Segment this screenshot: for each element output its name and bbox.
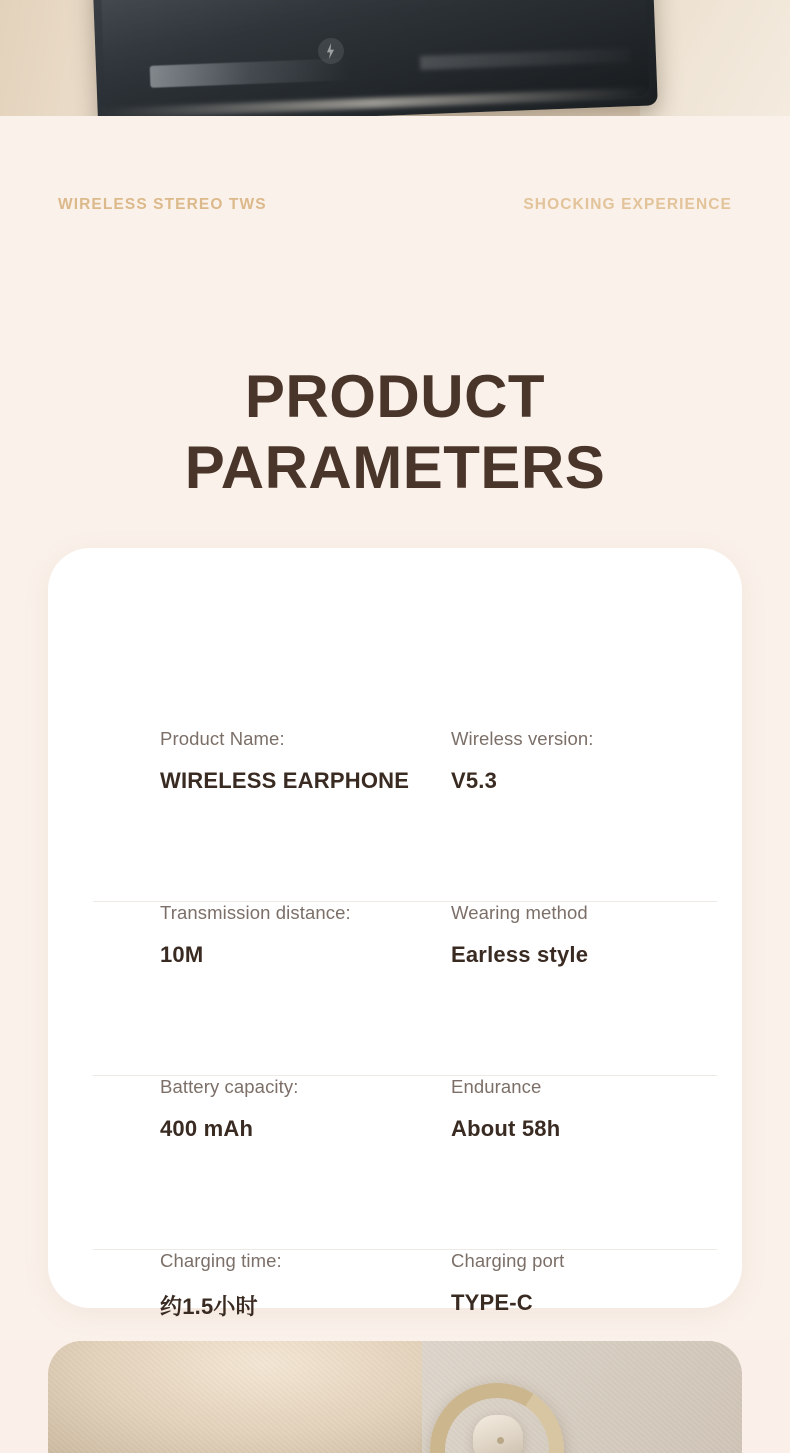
table-row bbox=[48, 902, 742, 1076]
spec-cell-transmission-distance bbox=[160, 902, 451, 1076]
spec-cell-endurance bbox=[451, 1076, 742, 1250]
spec-label: Wearing method bbox=[451, 902, 588, 923]
eyebrow-left: WIRELESS STEREO TWS bbox=[58, 196, 267, 213]
spec-label: Wireless version: bbox=[451, 728, 594, 749]
spec-label: Transmission distance: bbox=[160, 902, 351, 923]
spec-label: Endurance bbox=[451, 1076, 542, 1097]
spec-label: Battery capacity: bbox=[160, 1076, 299, 1097]
desk-surface-right bbox=[640, 0, 790, 116]
spec-label: Charging time: bbox=[160, 1250, 282, 1271]
eyebrow-right: SHOCKING EXPERIENCE bbox=[523, 196, 732, 213]
spec-value: V5.3 bbox=[451, 768, 498, 793]
spec-value: 400 mAh bbox=[160, 1116, 254, 1141]
page-title-line-2: PARAMETERS bbox=[184, 434, 606, 502]
page-title bbox=[0, 361, 790, 503]
spec-value: 约1.5小时 bbox=[160, 1294, 258, 1319]
spec-value: About 58h bbox=[451, 1116, 561, 1141]
spec-value: WIRELESS EARPHONE bbox=[160, 768, 410, 793]
spec-label: Charging port bbox=[451, 1250, 565, 1271]
eyebrow-row bbox=[0, 196, 790, 214]
spec-cell-product-name bbox=[160, 728, 451, 902]
bottom-product-photo bbox=[48, 1341, 742, 1453]
product-parameters-section bbox=[0, 116, 790, 1341]
spec-value: TYPE-C bbox=[451, 1290, 533, 1315]
spec-label: Product Name: bbox=[160, 728, 285, 749]
table-row bbox=[48, 728, 742, 902]
specifications-table bbox=[48, 728, 742, 1424]
earbud-led-dot bbox=[497, 1437, 504, 1444]
spec-cell-wireless-version bbox=[451, 728, 742, 902]
spec-value: 10M bbox=[160, 942, 204, 967]
page-title-line-1: PRODUCT bbox=[244, 363, 546, 431]
spec-value: Earless style bbox=[451, 942, 589, 967]
earbud-body bbox=[473, 1415, 523, 1453]
table-row bbox=[48, 1076, 742, 1250]
specifications-card bbox=[48, 548, 742, 1319]
spec-cell-battery-capacity bbox=[160, 1076, 451, 1250]
top-product-photo bbox=[0, 0, 790, 116]
photo-texture bbox=[48, 1341, 742, 1453]
spec-cell-wearing-method bbox=[451, 902, 742, 1076]
